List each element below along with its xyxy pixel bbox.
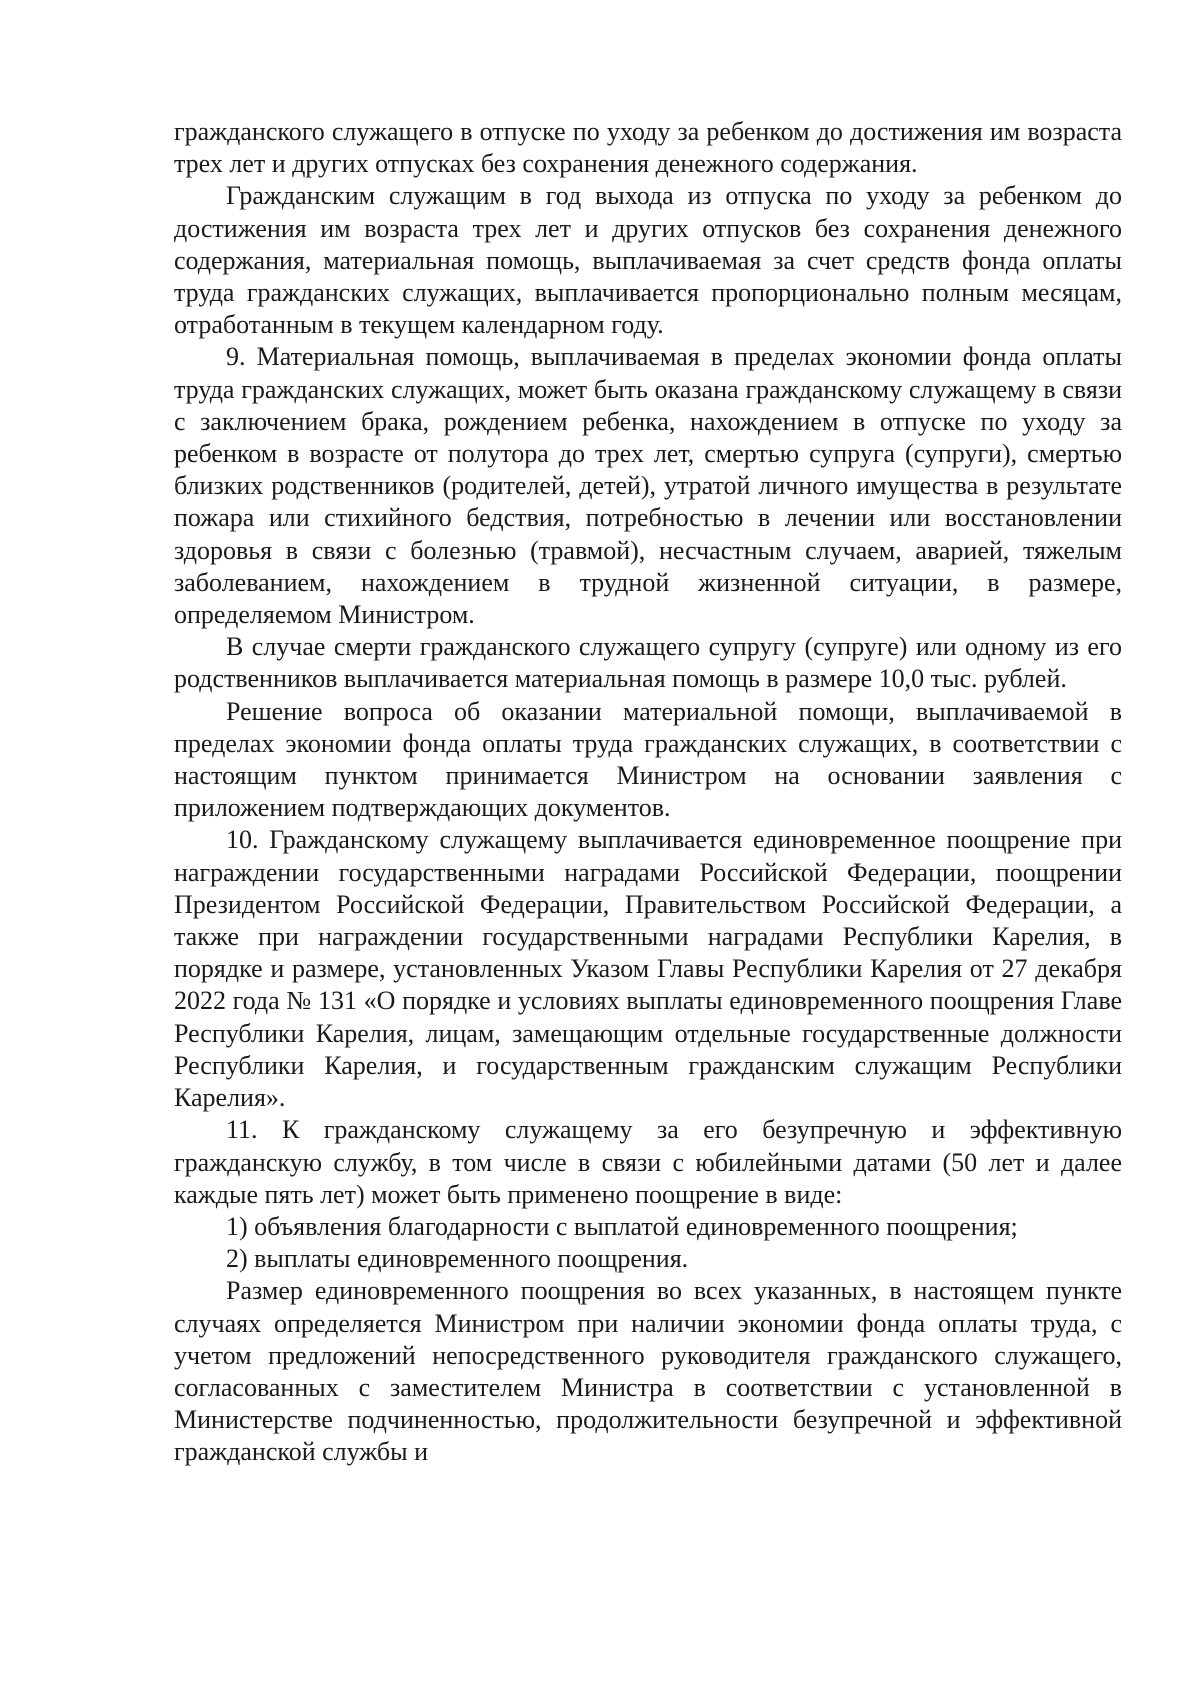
list-item-1: 1) объявления благодарности с выплатой единовременного поощрения; [226,1211,1018,1241]
paragraph-continuation: гражданского служащего в отпуске по уходу за ребенком до достижения им возраста трех лет и других отпусках без сохранения денежного содержания. [174,117,1122,179]
paragraph-item-11: 11. К гражданскому служащему за его безупречную и эффективную гражданскую службу, в том числе в связи с юбилейными датами (50 лет и далее каждые пять лет) может быть применено поощрение в виде: [174,1115,1122,1209]
paragraph-decision: Решение вопроса об оказании материальной помощи, выплачиваемой в пределах экономии фонда оплаты труда гражданских служащих, в соответствии с настоящим пунктом принимается Министром на основании заявления с приложением подтверждающих документов. [174,696,1122,823]
paragraph-item-10: 10. Гражданскому служащему выплачивается единовременное поощрение при награждении государственными наградами Российской Федерации, поощрении Президентом Российской Федерации, Правительством Российской Федерации, а также при награждении государственными наградами Республики Карелия, в порядке и размере, установленных Указом Главы Республики Карелия от 27 декабря 2022 года № 131 «О порядке и условиях выплаты единовременного поощрения Главе Республики Карелия, лицам, замещающим отдельные государственные должности Республики Карелия, и государственным гражданским служащим Республики Карелия». [174,825,1122,1113]
paragraph-bonus-size: Размер единовременного поощрения во всех указанных, в настоящем пункте случаях определяется Министром при наличии экономии фонда оплаты труда, с учетом предложений непосредственного руководителя гражданского служащего, согласованных с заместителем Министра в соответствии с установленной в Министерстве подчиненностью, продолжительности безупречной и эффективной гражданской службы и [174,1276,1122,1467]
document-page [174,116,1122,1469]
paragraph-return-from-leave: Гражданским служащим в год выхода из отпуска по уходу за ребенком до достижения им возраста трех лет и других отпусков без сохранения денежного содержания, материальная помощь, выплачиваемая за счет средств фонда оплаты труда гражданских служащих, выплачивается пропорционально полным месяцам, отработанным в текущем календарном году. [174,181,1122,340]
paragraph-item-9: 9. Материальная помощь, выплачиваемая в пределах экономии фонда оплаты труда гражданских служащих, может быть оказана гражданскому служащему в связи с заключением брака, рождением ребенка, нахождением в отпуске по уходу за ребенком в возрасте от полутора до трех лет, смертью супруга (супруги), смертью близких родственников (родителей, детей), утратой личного имущества в результате пожара или стихийного бедствия, потребностью в лечении или восстановлении здоровья в связи с болезнью (травмой), несчастным случаем, аварией, тяжелым заболеванием, нахождением в трудной жизненной ситуации, в размере, определяемом Министром. [174,342,1122,630]
paragraph-death-benefit: В случае смерти гражданского служащего супругу (супруге) или одному из его родственников выплачивается материальная помощь в размере 10,0 тыс. рублей. [174,632,1122,694]
list-item-2: 2) выплаты единовременного поощрения. [226,1244,689,1274]
